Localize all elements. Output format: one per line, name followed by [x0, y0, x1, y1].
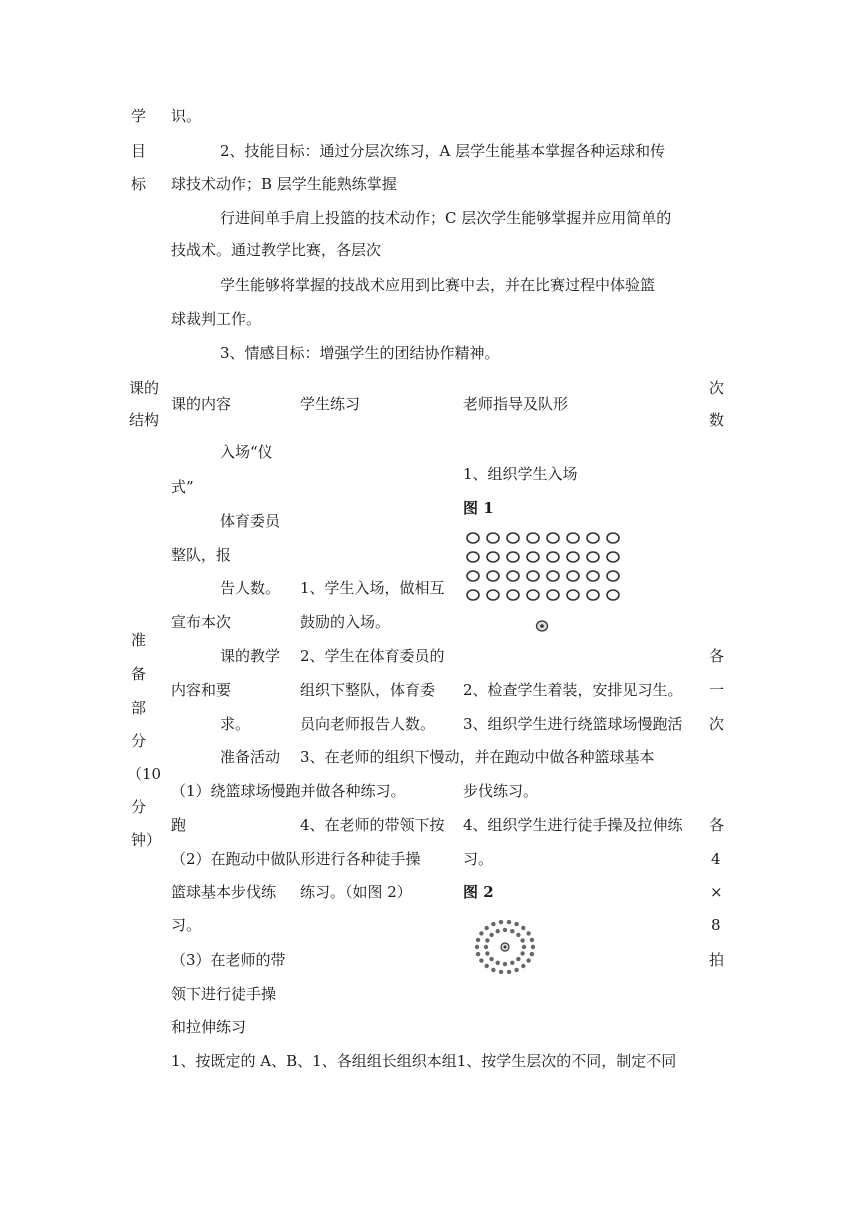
student-dot [516, 933, 520, 937]
count-char: 8 [711, 916, 721, 934]
student-marker [507, 552, 519, 562]
count-char: 拍 [709, 951, 725, 969]
student-dot [507, 970, 511, 974]
content-line: 宣布本次 [171, 613, 232, 631]
objective-text-line: 识。 [171, 107, 202, 125]
content-line: 内容和要 [171, 681, 232, 699]
student-marker [487, 571, 499, 581]
student-dot [476, 952, 480, 956]
student-marker [487, 533, 499, 543]
student-marker [587, 533, 599, 543]
student-marker [547, 571, 559, 581]
header-structure-2: 结构 [129, 411, 160, 429]
student-line: 3、在老师的组织下慢动，并在跑动中做各种篮球基本 [300, 748, 655, 766]
student-marker [527, 571, 539, 581]
student-line: 1、学生入场，做相互 [300, 579, 445, 597]
student-dot [485, 964, 489, 968]
student-dot [479, 958, 483, 962]
student-dot [485, 926, 489, 930]
student-dot [530, 952, 534, 956]
row-label-xue: 学 [131, 107, 147, 125]
objective-text-line: 球技术动作；B 层学生能熟练掌握 [171, 175, 397, 193]
student-dot [499, 970, 503, 974]
count-char: 各 [709, 647, 725, 665]
count-char: 各 [709, 816, 725, 834]
student-marker [547, 590, 559, 600]
student-dot [520, 951, 524, 955]
header-teacher-guidance: 老师指导及队形 [463, 395, 569, 413]
student-marker [607, 552, 619, 562]
teacher-line: 1、组织学生入场 [463, 465, 578, 483]
student-dot [531, 945, 535, 949]
student-dot [503, 962, 507, 966]
student-dot [485, 951, 489, 955]
student-dot [496, 929, 500, 933]
student-line: 鼓励的入场。 [300, 613, 391, 631]
content-line: 课的教学 [220, 647, 281, 665]
student-marker [487, 590, 499, 600]
row-label-mu: 目 [131, 142, 147, 160]
content-line: （3）在老师的带 [171, 951, 286, 969]
student-dot [530, 938, 534, 942]
emotion-objective: 3、情感目标：增强学生的团结协作精神。 [220, 344, 500, 362]
student-marker [467, 571, 479, 581]
content-line: （1）绕篮球场慢跑并做各种练习。 [171, 782, 406, 800]
student-dot [521, 964, 525, 968]
student-marker [487, 552, 499, 562]
student-line: 员向老师报告人数。 [300, 715, 436, 733]
student-marker [507, 533, 519, 543]
student-dot [514, 922, 518, 926]
student-marker [587, 552, 599, 562]
student-marker [567, 571, 579, 581]
student-dot [496, 961, 500, 965]
section-label: 钟） [131, 831, 162, 849]
objective-text-line: 技战术。通过教学比赛，各层次 [171, 241, 382, 259]
row-label-biao: 标 [131, 175, 147, 193]
student-dot [491, 968, 495, 972]
student-marker [527, 533, 539, 543]
section-label: 准 [131, 631, 147, 649]
student-marker [567, 552, 579, 562]
teacher-line: 4、组织学生进行徒手操及拉伸练 [463, 816, 683, 834]
student-marker [567, 590, 579, 600]
header-content: 课的内容 [171, 395, 232, 413]
student-dot [475, 945, 479, 949]
student-marker [467, 533, 479, 543]
count-char: 一 [709, 681, 725, 699]
header-structure: 课的 [129, 379, 160, 397]
figure-caption-1: 图 1 [463, 499, 494, 517]
student-marker [527, 552, 539, 562]
student-marker [547, 533, 559, 543]
content-line: 整队，报 [171, 546, 232, 564]
teacher-center-dot [504, 946, 507, 949]
student-dot [499, 920, 503, 924]
student-line: 4、在老师的带领下按 [300, 816, 445, 834]
teacher-line: 步伐练习。 [463, 782, 539, 800]
student-dot [485, 938, 489, 942]
teacher-line: 习。 [463, 850, 494, 868]
section-label: （10 [127, 765, 162, 783]
student-dot [476, 938, 480, 942]
count-char: 次 [709, 715, 725, 733]
student-dot [489, 957, 493, 961]
section-label: 部 [131, 699, 147, 717]
student-dot [526, 931, 530, 935]
student-dot [526, 958, 530, 962]
content-line: 入场“仪 [220, 443, 273, 461]
student-marker [607, 533, 619, 543]
header-count-2: 数 [709, 411, 725, 429]
content-line: 跑 [171, 816, 187, 834]
student-dot [479, 931, 483, 935]
objective-text-line: 行进间单手肩上投篮的技术动作；C 层次学生能够掌握并应用简单的 [220, 209, 672, 227]
skill-objective: 2、技能目标：通过分层次练习，A 层学生能基本掌握各种运球和传 [220, 142, 666, 160]
content-line: 告人数。 [220, 579, 281, 597]
student-dot [503, 928, 507, 932]
header-student-practice: 学生练习 [300, 395, 361, 413]
student-dot [507, 920, 511, 924]
student-marker [507, 590, 519, 600]
student-dot [510, 961, 514, 965]
section-label: 分 [131, 732, 147, 750]
objective-text-line: 球裁判工作。 [171, 310, 262, 328]
student-dot [521, 926, 525, 930]
formation-grid-figure [460, 528, 622, 636]
student-marker [567, 533, 579, 543]
student-marker [587, 571, 599, 581]
content-line: 领下进行徒手操 [171, 985, 277, 1003]
student-line: 2、学生在体育委员的 [300, 647, 445, 665]
count-char: × [710, 883, 723, 901]
content-line: 体育委员 [220, 512, 281, 530]
teacher-line: 2、检查学生着装，安排见习生。 [463, 681, 683, 699]
student-marker [467, 590, 479, 600]
student-dot [522, 945, 526, 949]
student-line: 练习。（如图 2） [300, 883, 412, 901]
student-marker [547, 552, 559, 562]
student-dot [520, 938, 524, 942]
next-section-line: 1、按既定的 A、B、1、各组组长组织本组1、按学生层次的不同，制定不同 [171, 1052, 677, 1070]
content-line: 准备活动 [220, 748, 281, 766]
student-marker [527, 590, 539, 600]
teacher-marker-dot [540, 624, 544, 628]
section-label: 备 [131, 665, 147, 683]
header-count: 次 [709, 379, 725, 397]
section-label: 分 [131, 798, 147, 816]
student-dot [514, 968, 518, 972]
student-dot [510, 929, 514, 933]
student-dot [491, 922, 495, 926]
figure-caption-2: 图 2 [463, 883, 494, 901]
student-marker [607, 590, 619, 600]
student-marker [607, 571, 619, 581]
student-marker [467, 552, 479, 562]
content-line: 习。 [171, 916, 202, 934]
student-line: 组织下整队，体育委 [300, 681, 436, 699]
student-marker [507, 571, 519, 581]
content-line: 篮球基本步伐练 [171, 883, 277, 901]
content-line: 求。 [220, 715, 251, 733]
formation-circle-figure [470, 914, 540, 980]
count-char: 4 [711, 850, 721, 868]
objective-text-line: 学生能够将掌握的技战术应用到比赛中去，并在比赛过程中体验篮 [220, 276, 656, 294]
content-line: 式” [171, 478, 194, 496]
teacher-line: 3、组织学生进行绕篮球场慢跑活 [463, 715, 683, 733]
student-dot [489, 933, 493, 937]
content-line: 和拉伸练习 [171, 1018, 247, 1036]
student-dot [484, 945, 488, 949]
student-marker [587, 590, 599, 600]
content-line: （2）在跑动中做队形进行各种徒手操 [171, 850, 421, 868]
student-dot [516, 957, 520, 961]
